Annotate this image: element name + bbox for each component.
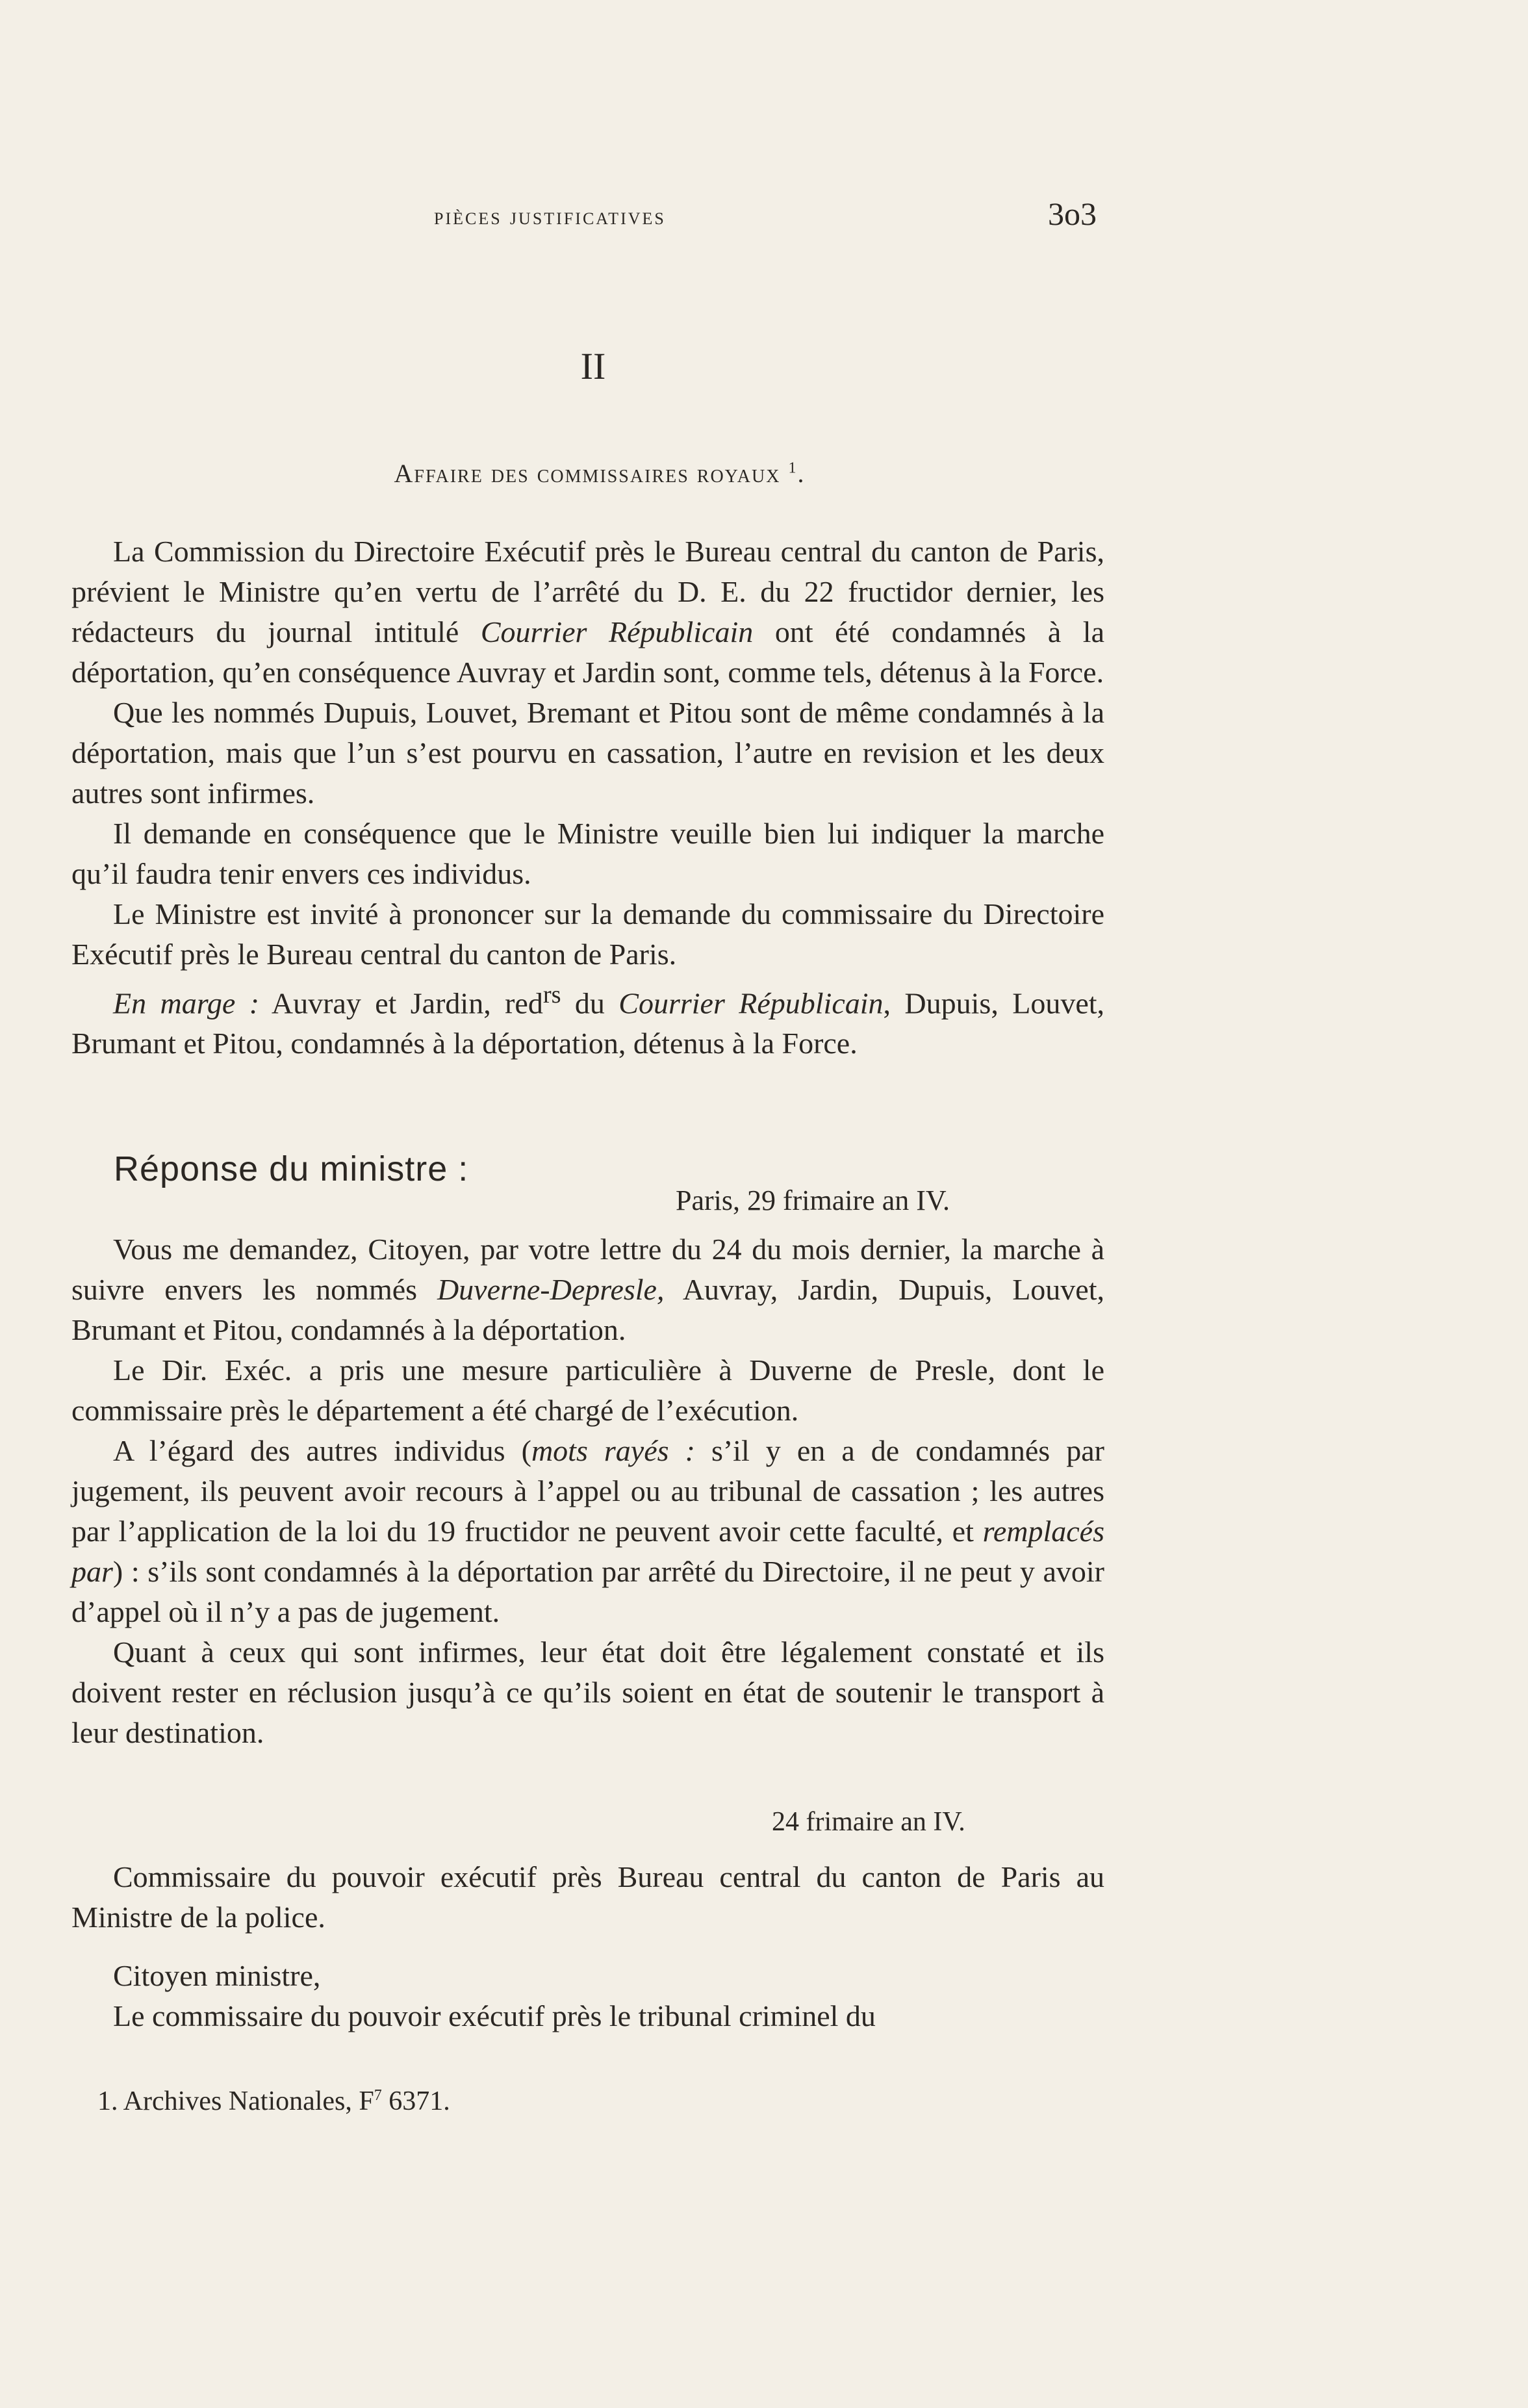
text-run: La Commission du Directoire Exécutif près le Bureau central du canton de Paris, prévient le Ministre qu’en vertu de l’arrêté du D. E. du 22 fructidor dernier, les rédacteurs du journal intitulé (71, 535, 1104, 648)
italic-run: Courrier Républicain (618, 986, 884, 1020)
paragraph (71, 1229, 1104, 1350)
paragraph (71, 532, 1104, 693)
letter-date: 24 frimaire an IV. (772, 1807, 965, 1837)
paragraph: Le commissaire du pouvoir exécutif près le tribunal criminel du (113, 1999, 876, 2032)
text-run: Vous me demandez, Citoyen, par votre lettre du 24 du mois dernier, la marche à suivre envers les nommés (71, 1233, 1104, 1306)
letter-date: Paris, 29 frimaire an IV. (676, 1185, 950, 1216)
paragraph: Quant à ceux qui sont infirmes, leur état doit être légalement constaté et ils doivent rester en réclusion jusqu’à ce qu’ils soient en état de soutenir le transport à leur destination. (71, 1635, 1104, 1749)
section-title-period: . (797, 459, 806, 488)
paragraph: Le Ministre est invité à prononcer sur la demande du commissaire du Directoire Exécutif près le Bureau central du canton de Paris. (71, 897, 1104, 971)
text-run: ) : s’ils sont condamnés à la déportation par arrêté du Directoire, il ne peut y avoir d’appel où il n’y a pas de jugement. (71, 1555, 1104, 1628)
text-run: Auvray et Jardin, red (259, 986, 543, 1020)
section-title (0, 458, 1199, 489)
text-run: du (561, 986, 619, 1020)
paragraph (71, 1431, 1104, 1632)
page-number: 3o3 (1048, 196, 1097, 232)
salutation: Citoyen ministre, (113, 1959, 321, 1992)
text-run: ont été condamnés à la déportation, qu’en conséquence Auvray et Jardin sont, comme tels, détenus à la Force. (71, 615, 1104, 689)
paragraph: Commissaire du pouvoir exécutif près Bureau central du canton de Paris au Ministre de la police. (71, 1860, 1104, 1934)
footnote (97, 2086, 450, 2117)
commissaire-letter (71, 1857, 1104, 2036)
paragraph: Le Dir. Exéc. a pris une mesure particulière à Duverne de Presle, dont le commissaire près le département a été chargé de l’exécution. (71, 1353, 1104, 1427)
reponse-heading: Réponse du ministre : (114, 1149, 469, 1188)
running-header-title: pièces justificatives (434, 203, 666, 230)
text-run: s’il y en a de condamnés par jugement, ils peuvent avoir recours à l’appel ou au tribunal de cassation ; les autres par l’application de la loi du 19 fructidor ne peuvent avoir cette faculté, et (71, 1434, 1104, 1548)
superscript: rs (542, 981, 561, 1008)
italic-run: Duverne-Depresle, (437, 1273, 665, 1306)
superscript: 7 (374, 2087, 382, 2104)
italic-run: remplacés par (71, 1515, 1104, 1588)
paragraph (71, 975, 1104, 1064)
section-title-text: Affaire des commissaires royaux (394, 459, 781, 488)
text-run: Auvray, Jardin, Dupuis, Louvet, Brumant et Pitou, condamnés à la déportation. (71, 1273, 1105, 1346)
footnote-marker: 1 (788, 459, 798, 477)
commission-summary (71, 532, 1104, 1064)
italic-run: Courrier Républicain (480, 615, 754, 648)
italic-run: En marge : (113, 986, 260, 1020)
paragraph: Il demande en conséquence que le Ministre veuille bien lui indiquer la marche qu’il faudra tenir envers ces individus. (71, 817, 1104, 890)
text-run: 1. Archives Nationales, F (97, 2086, 374, 2116)
text-run: A l’égard des autres individus ( (113, 1434, 531, 1467)
text-run: 6371. (381, 2086, 450, 2116)
paragraph: Que les nommés Dupuis, Louvet, Bremant et Pitou sont de même condamnés à la déportation, mais que l’un s’est pourvu en cassation, l’autre en revision et les deux autres sont infirmes. (71, 696, 1104, 810)
text-run: , Dupuis, Louvet, Brumant et Pitou, condamnés à la déportation, détenus à la Force. (71, 986, 1105, 1060)
italic-run: mots rayés : (531, 1434, 695, 1467)
section-number: II (580, 345, 606, 387)
minister-reply (71, 1229, 1104, 1753)
